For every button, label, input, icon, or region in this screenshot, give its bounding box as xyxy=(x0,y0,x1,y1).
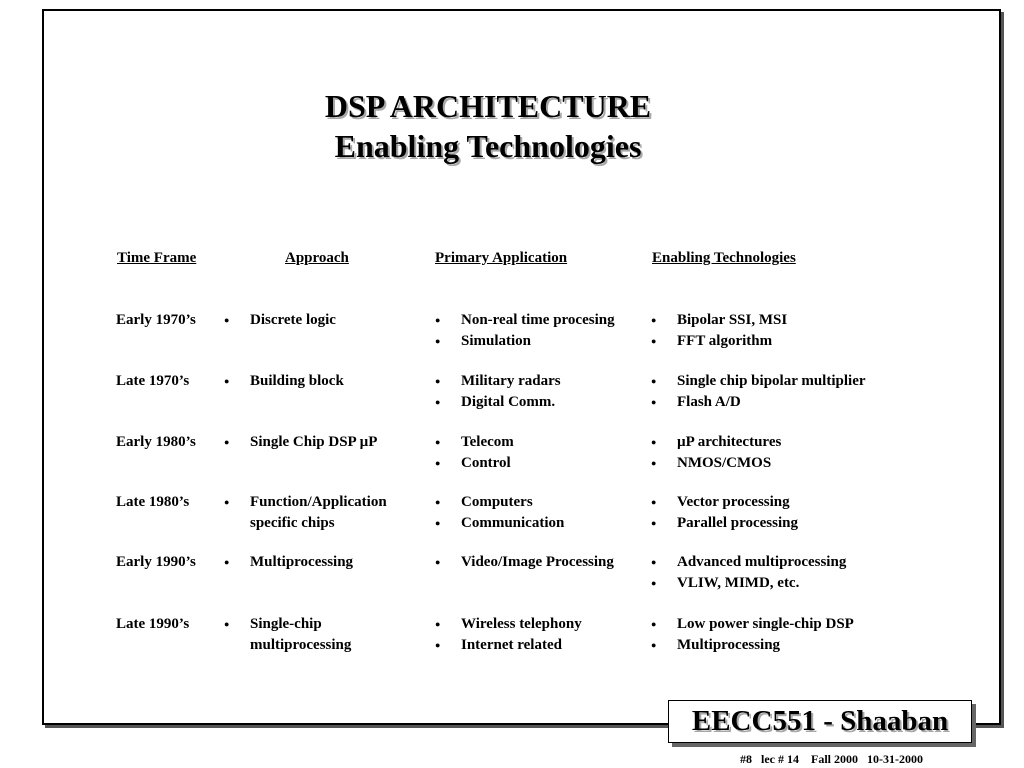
title-line-1: DSP ARCHITECTURE xyxy=(324,88,652,124)
approach-item: ● Single-chip multiprocessing xyxy=(224,614,374,655)
row-time: Early 1970’s xyxy=(116,312,196,328)
enabling-item: ● NMOS/CMOS xyxy=(651,453,981,474)
row-enabling-list xyxy=(651,492,981,533)
primary-item: ● Digital Comm. xyxy=(435,392,640,413)
title-line-2: Enabling Technologies xyxy=(334,128,642,164)
enabling-item: ● Parallel processing xyxy=(651,513,981,534)
row-enabling-list xyxy=(651,432,981,473)
row-enabling-list xyxy=(651,552,981,593)
row-approach-list xyxy=(224,552,414,573)
slide-title xyxy=(0,86,976,166)
enabling-item: ● µP architectures xyxy=(651,432,981,453)
header-approach: Approach xyxy=(285,250,349,266)
header-enabling-technologies: Enabling Technologies xyxy=(652,250,796,266)
row-approach-list xyxy=(224,492,414,533)
row-approach-list xyxy=(224,371,414,392)
row-primary-list xyxy=(435,432,640,473)
primary-item: ● Non-real time procesing xyxy=(435,310,640,331)
enabling-item: ● Single chip bipolar multiplier xyxy=(651,371,981,392)
row-approach-list xyxy=(224,310,414,331)
row-approach-list xyxy=(224,432,414,453)
header-time-frame: Time Frame xyxy=(117,250,197,266)
primary-item: ● Telecom xyxy=(435,432,640,453)
approach-item: ● Discrete logic xyxy=(224,310,414,331)
row-approach-list xyxy=(224,614,374,655)
header-primary-application: Primary Application xyxy=(435,250,568,266)
primary-item: ● Internet related xyxy=(435,635,640,656)
row-time: Early 1980’s xyxy=(116,434,196,450)
row-primary-list xyxy=(435,614,640,655)
primary-item: ● Wireless telephony xyxy=(435,614,640,635)
enabling-item: ● Advanced multiprocessing xyxy=(651,552,981,573)
approach-item: ● Multiprocessing xyxy=(224,552,414,573)
row-time: Late 1990’s xyxy=(116,616,190,632)
enabling-item: ● Vector processing xyxy=(651,492,981,513)
primary-item: ● Video/Image Processing xyxy=(435,552,640,573)
enabling-item: ● Low power single-chip DSP xyxy=(651,614,981,635)
row-primary-list xyxy=(435,310,640,351)
slide-info: #8 lec # 14 Fall 2000 10-31-2000 xyxy=(740,752,923,766)
approach-item: ● Function/Application specific chips xyxy=(224,492,414,533)
approach-item: ● Building block xyxy=(224,371,414,392)
enabling-item: ● Bipolar SSI, MSI xyxy=(651,310,981,331)
row-primary-list xyxy=(435,492,640,533)
primary-item: ● Military radars xyxy=(435,371,640,392)
row-time: Early 1990’s xyxy=(116,554,196,570)
primary-item: ● Computers xyxy=(435,492,640,513)
row-primary-list xyxy=(435,552,640,573)
primary-item: ● Simulation xyxy=(435,331,640,352)
enabling-item: ● Multiprocessing xyxy=(651,635,981,656)
enabling-item: ● Flash A/D xyxy=(651,392,981,413)
enabling-item: ● FFT algorithm xyxy=(651,331,981,352)
primary-item: ● Control xyxy=(435,453,640,474)
course-label-box xyxy=(668,700,972,743)
row-time: Late 1970’s xyxy=(116,373,190,389)
row-enabling-list xyxy=(651,310,981,351)
approach-item: ● Single Chip DSP µP xyxy=(224,432,414,453)
row-enabling-list xyxy=(651,371,981,412)
row-enabling-list xyxy=(651,614,981,655)
course-label: EECC551 - Shaaban xyxy=(691,705,949,737)
row-primary-list xyxy=(435,371,640,412)
enabling-item: ● VLIW, MIMD, etc. xyxy=(651,573,981,594)
primary-item: ● Communication xyxy=(435,513,640,534)
row-time: Late 1980’s xyxy=(116,494,190,510)
